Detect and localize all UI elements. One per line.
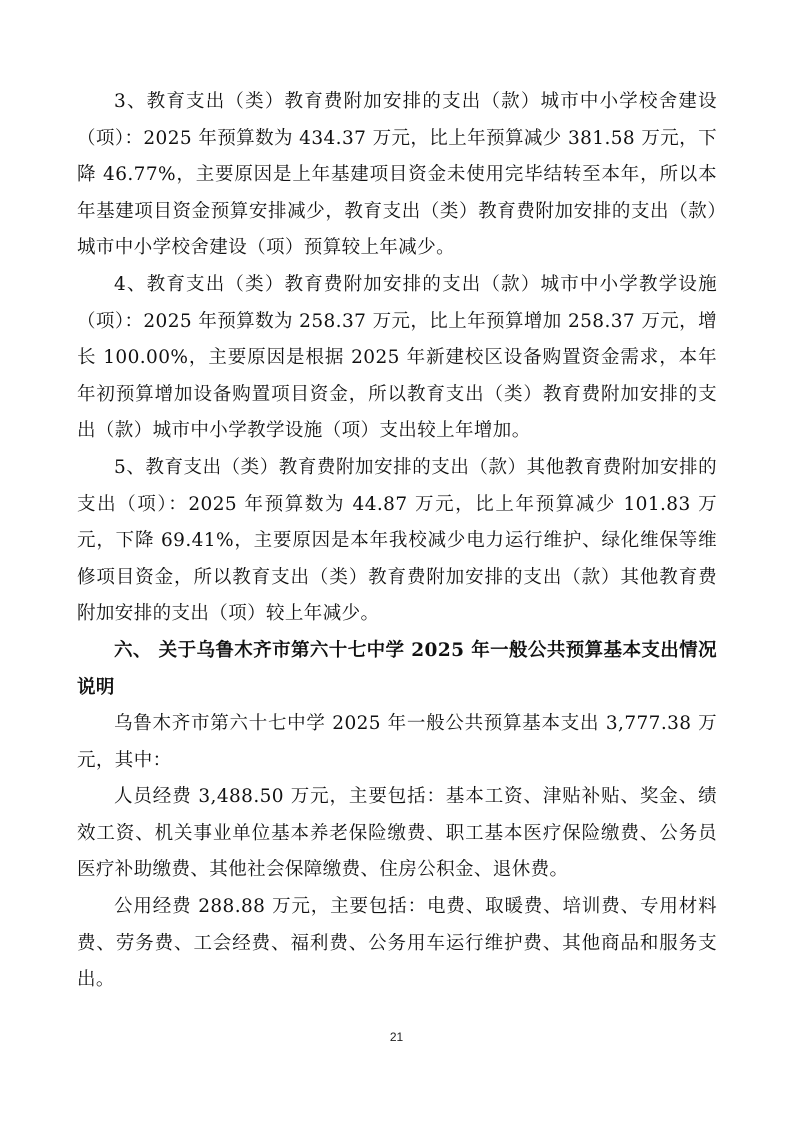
paragraph-item-4: 4、教育支出（类）教育费附加安排的支出（款）城市中小学教学设施（项）：2025 年预算数为 258.37 万元，比上年预算增加 258.37 万元，增长 100.00%，主要原因是根据 2025 年新建校区设备购置资金需求，本年年初预算增加设备购置项目资金，所以教育支出（类）教育费附加安排的支出（款）城市中小学教学设施（项）支出较上年增加。	[77, 273, 717, 442]
page-number: 21	[389, 1030, 404, 1044]
section-heading: 六、 关于乌鲁木齐市第六十七中学 2025 年一般公共预算基本支出情况说明	[77, 639, 717, 698]
paragraph-item-3: 3、教育支出（类）教育费附加安排的支出（款）城市中小学校舍建设（项）：2025 年预算数为 434.37 万元，比上年预算减少 381.58 万元，下降 46.77%，主要原因是上年基建项目资金未使用完毕结转至本年，所以本年基建项目资金预算安排减少，教育支出（类）教育费附加安排的支出（款）城市中小学校舍建设（项）预算较上年减少。	[77, 91, 717, 259]
personnel-expenses-paragraph: 人员经费 3,488.50 万元，主要包括：基本工资、津贴补贴、奖金、绩效工资、机关事业单位基本养老保险缴费、职工基本医疗保险缴费、公务员医疗补助缴费、其他社会保障缴费、住房公积金、退休费。	[77, 786, 717, 881]
public-expenses-paragraph: 公用经费 288.88 万元，主要包括：电费、取暖费、培训费、专用材料费、劳务费、工会经费、福利费、公务用车运行维护费、其他商品和服务支出。	[77, 896, 717, 991]
paragraph-item-5: 5、教育支出（类）教育费附加安排的支出（款）其他教育费附加安排的支出（项）：2025 年预算数为 44.87 万元，比上年预算减少 101.83 万元，下降 69.41%，主要原因是本年我校减少电力运行维护、绿化维保等维修项目资金，所以教育支出（类）教育费附加安排的支出（款）其他教育费附加安排的支出（项）较上年减少。	[77, 456, 717, 625]
basic-expenditure-summary: 乌鲁木齐市第六十七中学 2025 年一般公共预算基本支出 3,777.38 万元，其中：	[77, 713, 717, 771]
document-body	[77, 84, 717, 999]
